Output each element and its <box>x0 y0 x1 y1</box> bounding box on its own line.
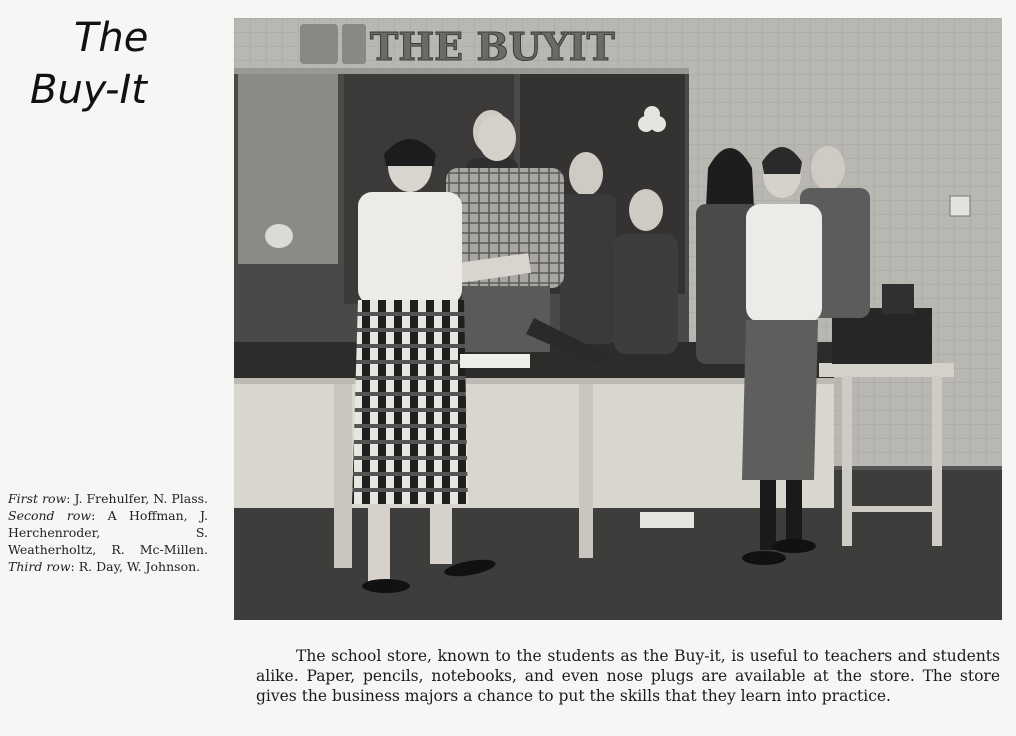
caption-row3-names: : R. Day, W. Johnson. <box>70 559 201 574</box>
caption-row3-label: Third row <box>8 559 71 574</box>
caption-row1-label: First row <box>8 491 67 506</box>
store-photo-illustration <box>234 18 1002 620</box>
caption-row1-names: : J. Frehulfer, N. Plass. <box>66 491 208 506</box>
caption-row2-names: : A Hoffman, J. Herchenroder, S. Weatherholtz, R. Mc-Millen. <box>8 508 209 557</box>
title-line-1: The <box>74 15 149 61</box>
photo-caption <box>8 490 208 575</box>
caption-row2-label: Second row <box>8 508 92 523</box>
page-title <box>30 12 220 116</box>
title-line-2: Buy-It <box>30 67 147 113</box>
store-sign: THE BUYIT <box>370 24 615 69</box>
body-paragraph: The school store, known to the students as the Buy-it, is useful to teachers and students alike. Paper, pencils, notebooks, and even nose plugs are available at the store. The store gives the business majors a chance to put the skills that they learn into practice. <box>256 647 1000 705</box>
store-photo <box>234 18 1002 620</box>
